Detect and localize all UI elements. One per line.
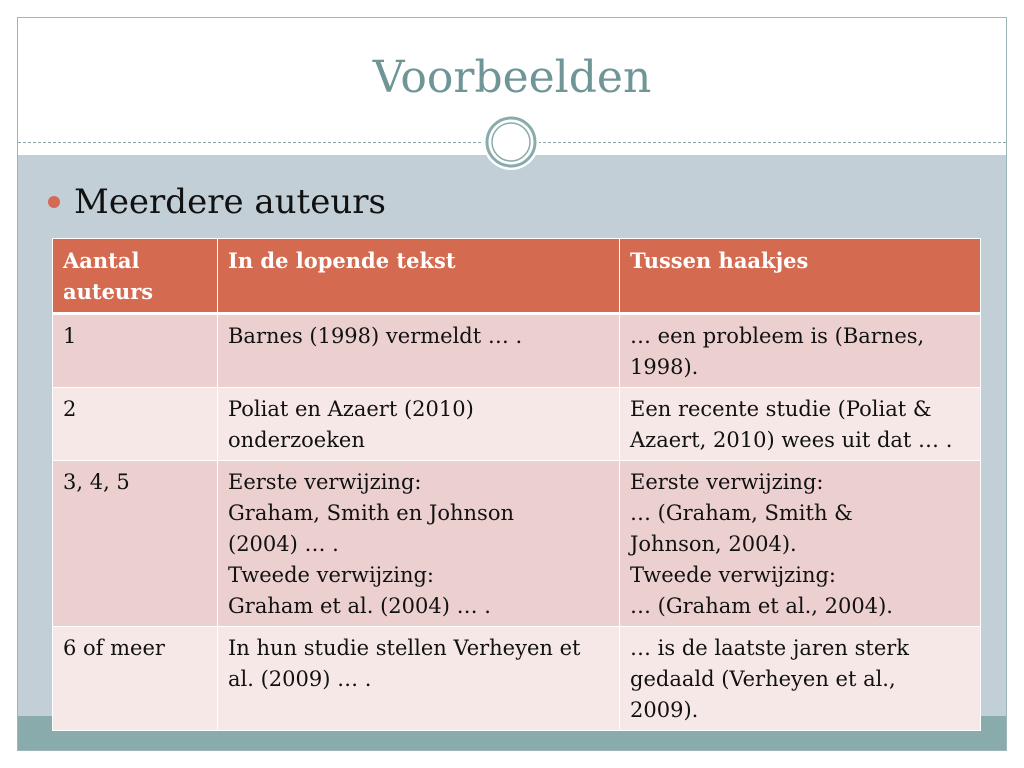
table-row — [53, 627, 981, 731]
cell-count: 1 — [53, 314, 218, 388]
cell-text: Eerste verwijzing: Graham, Smith en Johnson (2004) … . Tweede verwijzing: Graham et al. (2004) … . — [218, 461, 620, 627]
bullet-item — [48, 180, 386, 224]
cell-count: 2 — [53, 388, 218, 461]
cell-text: In hun studie stellen Verheyen et al. (2009) … . — [218, 627, 620, 731]
header-aantal-auteurs: Aantal auteurs — [53, 239, 218, 314]
circle-ornament-icon — [482, 113, 540, 171]
table-header-row — [53, 239, 981, 314]
cell-count: 6 of meer — [53, 627, 218, 731]
cell-parens: … is de laatste jaren sterk gedaald (Verheyen et al., 2009). — [620, 627, 981, 731]
table-row — [53, 388, 981, 461]
table-row — [53, 461, 981, 627]
authors-table — [52, 238, 981, 731]
cell-text: Barnes (1998) vermeldt … . — [218, 314, 620, 388]
cell-text: Poliat en Azaert (2010) onderzoeken — [218, 388, 620, 461]
cell-parens: Eerste verwijzing: … (Graham, Smith & Johnson, 2004). Tweede verwijzing: … (Graham et al., 2004). — [620, 461, 981, 627]
header-lopende-tekst: In de lopende tekst — [218, 239, 620, 314]
cell-parens: Een recente studie (Poliat & Azaert, 2010) wees uit dat … . — [620, 388, 981, 461]
cell-count: 3, 4, 5 — [53, 461, 218, 627]
bullet-text: Meerdere auteurs — [74, 182, 386, 222]
table-row — [53, 314, 981, 388]
cell-parens: … een probleem is (Barnes, 1998). — [620, 314, 981, 388]
bullet-dot-icon — [48, 196, 60, 208]
slide-title: Voorbeelden — [372, 52, 652, 103]
header-tussen-haakjes: Tussen haakjes — [620, 239, 981, 314]
